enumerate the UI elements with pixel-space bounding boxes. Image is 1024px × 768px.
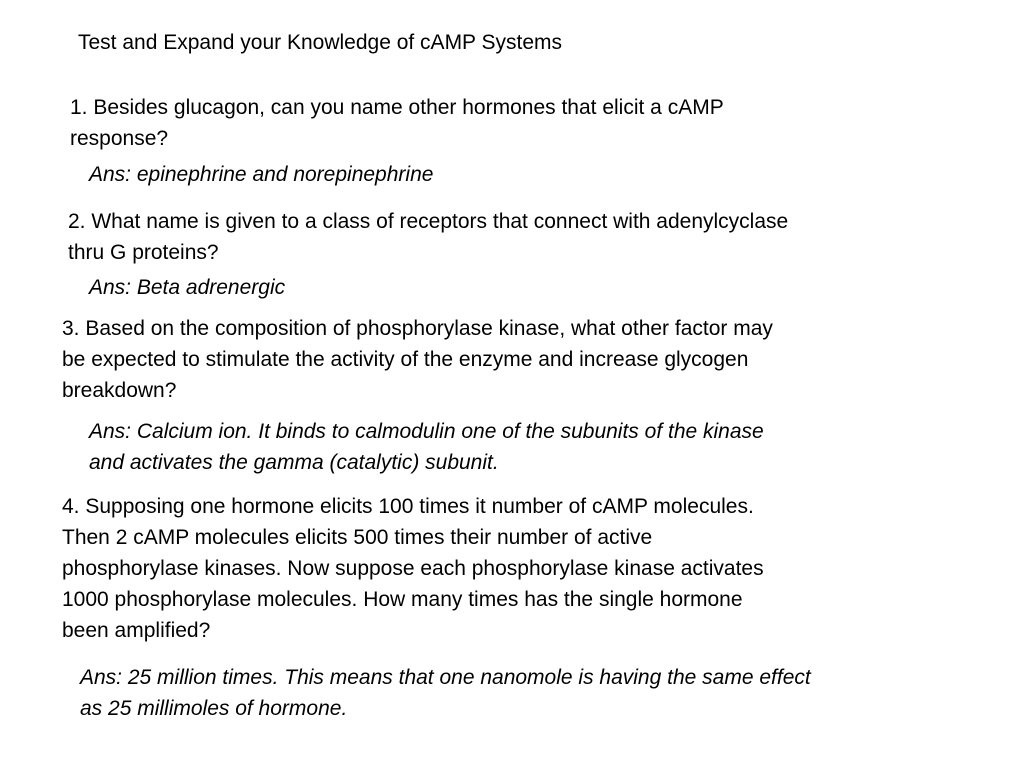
question-4-line-4: 1000 phosphorylase molecules. How many times has the single hormone bbox=[62, 588, 743, 611]
answer-2-line-1: Ans: Beta adrenergic bbox=[89, 276, 286, 299]
question-1-line-1: 1. Besides glucagon, can you name other hormones that elicit a cAMP bbox=[70, 96, 724, 119]
question-3-line-1: 3. Based on the composition of phosphorylase kinase, what other factor may bbox=[62, 317, 773, 340]
question-2-line-1: 2. What name is given to a class of receptors that connect with adenylcyclase bbox=[68, 210, 789, 233]
answer-4-line-2: as 25 millimoles of hormone. bbox=[80, 697, 348, 720]
question-1-line-2: response? bbox=[70, 127, 169, 150]
answer-1 bbox=[89, 159, 433, 190]
answer-3-line-2: and activates the gamma (catalytic) subunit. bbox=[89, 451, 499, 474]
answer-4-line-1: Ans: 25 million times. This means that one nanomole is having the same effect bbox=[80, 666, 811, 689]
slide-title: Test and Expand your Knowledge of cAMP Systems bbox=[78, 31, 563, 54]
question-2-line-2: thru G proteins? bbox=[68, 241, 219, 264]
question-3-line-3: breakdown? bbox=[62, 379, 177, 402]
question-3-line-2: be expected to stimulate the activity of the enzyme and increase glycogen bbox=[62, 348, 749, 371]
answer-2 bbox=[89, 272, 285, 303]
question-4-line-2: Then 2 cAMP molecules elicits 500 times their number of active bbox=[62, 526, 653, 549]
question-4-line-3: phosphorylase kinases. Now suppose each phosphorylase kinase activates bbox=[62, 557, 764, 580]
answer-3-line-1: Ans: Calcium ion. It binds to calmodulin one of the subunits of the kinase bbox=[89, 420, 764, 443]
answer-1-line-1: Ans: epinephrine and norepinephrine bbox=[89, 163, 434, 186]
question-3 bbox=[62, 313, 773, 406]
question-4-line-1: 4. Supposing one hormone elicits 100 times it number of cAMP molecules. bbox=[62, 495, 754, 518]
question-2 bbox=[68, 206, 788, 268]
question-4 bbox=[62, 491, 764, 646]
question-1 bbox=[70, 92, 724, 154]
question-4-line-5: been amplified? bbox=[62, 619, 211, 642]
answer-4 bbox=[80, 662, 811, 724]
answer-3 bbox=[89, 416, 764, 478]
